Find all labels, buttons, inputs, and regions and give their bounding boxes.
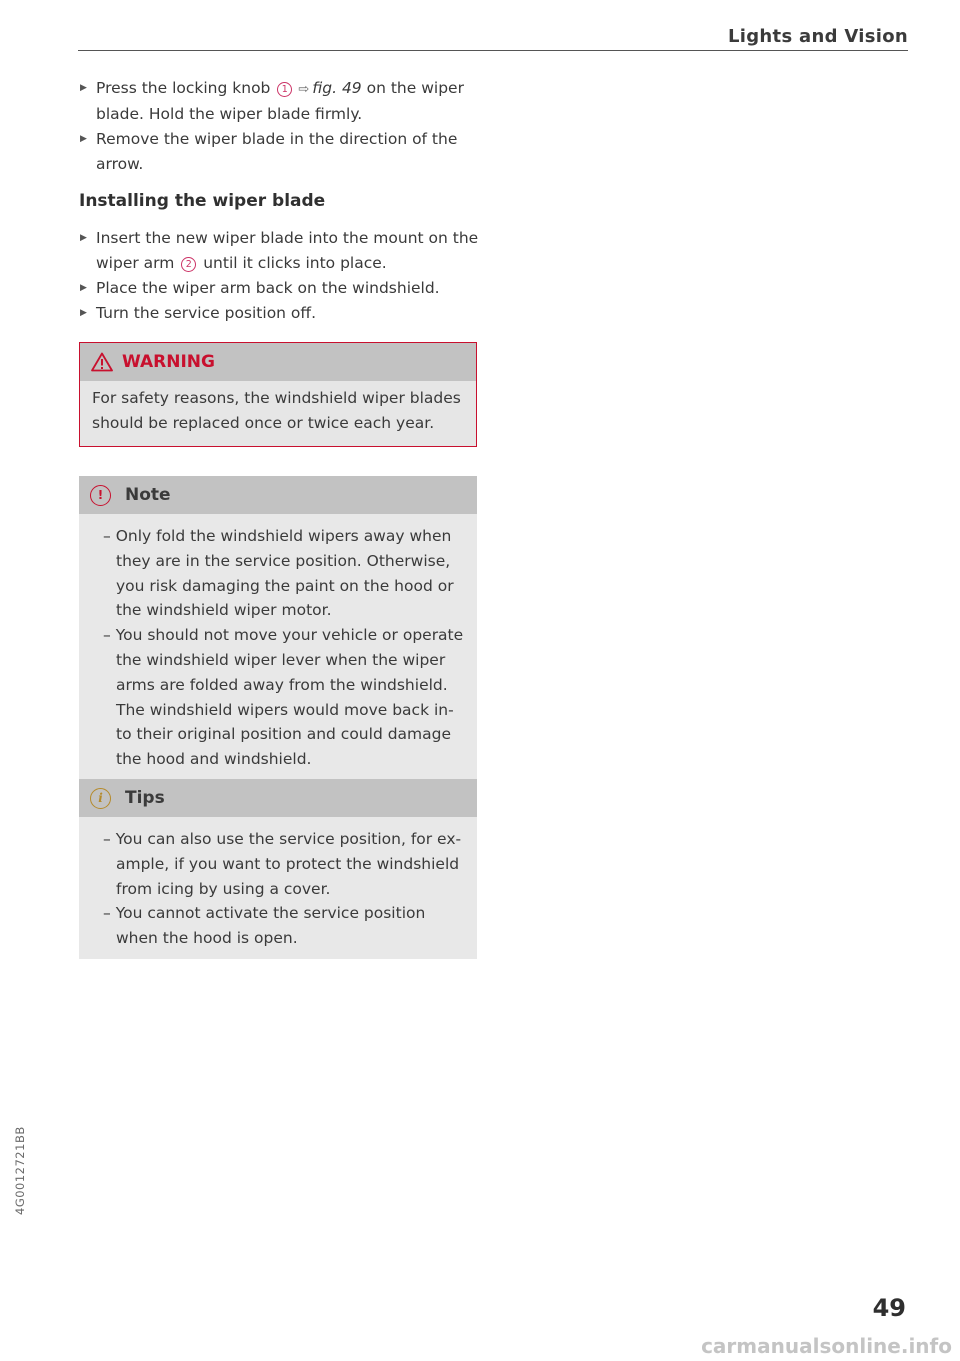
step-place-arm: ▶ Place the wiper arm back on the windshield. xyxy=(79,276,479,301)
step-service-off: ▶ Turn the service position off. xyxy=(79,301,479,326)
exclamation-circle-icon: ! xyxy=(90,485,111,506)
note-item: – Only fold the windshield wipers away when they are in the service position. Otherwise, you risk damaging the paint on the hood or the windshield wiper motor. xyxy=(91,524,465,623)
warning-box xyxy=(79,342,477,447)
tips-list xyxy=(79,817,477,959)
install-heading: Installing the wiper blade xyxy=(79,191,326,211)
tips-box xyxy=(79,779,477,959)
page-number: 49 xyxy=(872,1294,906,1322)
warning-triangle-icon xyxy=(91,352,113,372)
warning-title: WARNING xyxy=(122,352,215,372)
tips-title: Tips xyxy=(125,788,165,808)
step-remove-blade: ▶ Remove the wiper blade in the direction of the arrow. xyxy=(79,127,479,177)
header-rule xyxy=(78,50,908,51)
callout-2: 2 xyxy=(181,257,196,272)
warning-header xyxy=(80,343,476,381)
section-title: Lights and Vision xyxy=(728,26,908,47)
note-title: Note xyxy=(125,485,171,505)
note-header xyxy=(79,476,477,514)
step-press-knob: ▶ Press the locking knob 1 ⇨ fig. 49 on the wiper blade. Hold the wiper blade firmly. xyxy=(79,76,479,127)
tips-header xyxy=(79,779,477,817)
info-circle-icon: i xyxy=(90,788,111,809)
tips-item: – You cannot activate the service position when the hood is open. xyxy=(91,901,465,951)
step-insert-blade: ▶ Insert the new wiper blade into the mount on the wiper arm 2 until it clicks into place. xyxy=(79,226,479,276)
arrow-right-icon: ⇨ xyxy=(298,82,310,97)
install-steps xyxy=(79,226,479,326)
note-list xyxy=(79,514,477,780)
install-section xyxy=(79,191,479,211)
document-code: 4G0012721BB xyxy=(13,1126,27,1215)
figure-reference[interactable]: fig. 49 xyxy=(312,79,362,97)
note-item: – You should not move your vehicle or operate the windshield wiper lever when the wiper arms are folded away from the windshield. The windshield wipers would move back in-to their original position and could damage the hood and windshield. xyxy=(91,623,465,772)
tips-item: – You can also use the service position, for ex-ample, if you want to protect the windshield from icing by using a cover. xyxy=(91,827,465,901)
callout-1: 1 xyxy=(277,82,292,97)
warning-text: For safety reasons, the windshield wiper blades should be replaced once or twice each year. xyxy=(92,389,461,432)
note-box xyxy=(79,476,477,780)
removal-steps xyxy=(79,76,479,177)
watermark: carmanualsonline.info xyxy=(701,1334,952,1358)
